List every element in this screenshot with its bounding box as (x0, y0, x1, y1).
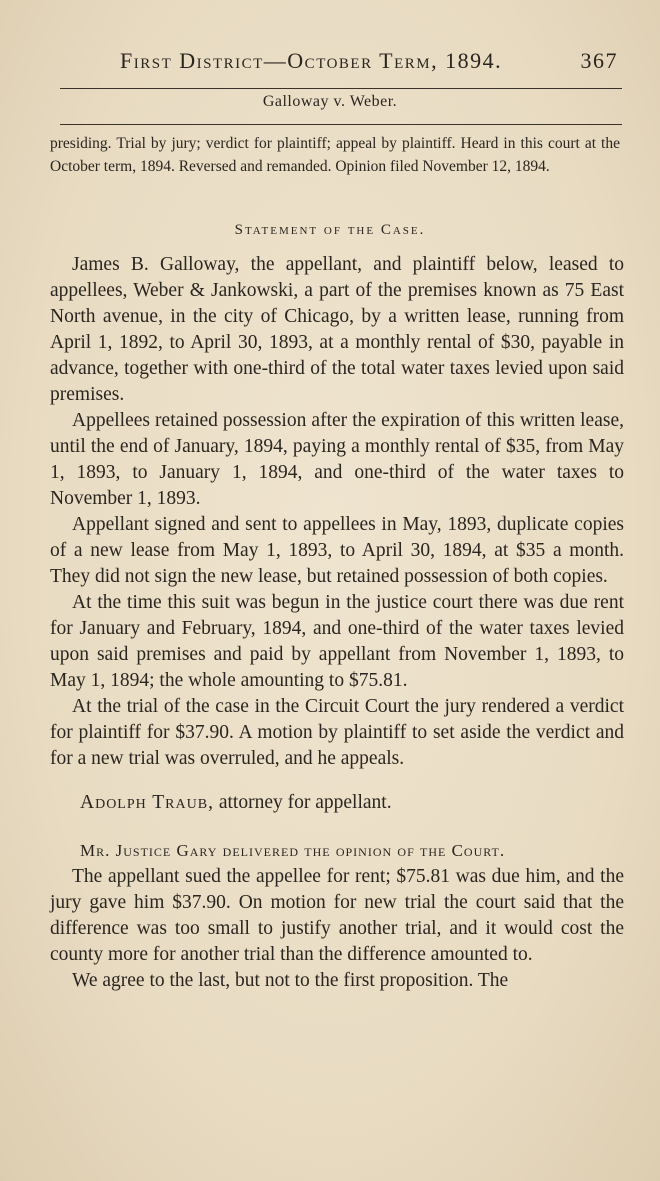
opinion-paragraph: We agree to the last, but not to the first proposition. The (72, 970, 509, 991)
opinion-heading: Mr. Justice Gary delivered the opinion of the Court. (80, 841, 506, 860)
statement-paragraph: At the time this suit was begun in the justice court there was due rent for January and February, 1894, and one-third of the water taxes levied upon said premises and paid by appellant from November 1, 1893, to May 1, 1894; the whole amounting to $75.81. (50, 592, 624, 691)
statement-paragraph: James B. Galloway, the appellant, and plaintiff below, leased to appellees, Weber & Jankowski, a part of the premises known as 75 East North avenue, in the city of Chicago, by a written lease, running from April 1, 1892, to April 30, 1893, at a monthly rental of $30, payable in advance, together with one-third of the total water taxes levied upon said premises. (50, 254, 624, 405)
statement-paragraph: Appellees retained possession after the expiration of this written lease, until the end of January, 1894, paying a monthly rental of $35, from May 1, 1893, to January 1, 1894, and one-third of the water taxes to November 1, 1893. (50, 410, 624, 509)
statement-heading: Statement of the Case. (234, 222, 426, 238)
running-head-title: First District—October Term, 1894. (120, 48, 503, 73)
attorney-role: attorney for appellant. (213, 792, 392, 813)
running-head (120, 48, 618, 74)
statement-paragraph: Appellant signed and sent to appellees in May, 1893, duplicate copies of a new lease from May 1, 1893, to April 30, 1894, at $35 a month. They did not sign the new lease, but retained possession of both copies. (50, 514, 624, 587)
body-text (50, 252, 624, 994)
case-name: Galloway v. Weber. (262, 93, 398, 110)
statement-paragraph: At the trial of the case in the Circuit Court the jury rendered a verdict for plaintiff for $37.90. A motion by plaintiff to set aside the verdict and for a new trial was overruled, and he appeals. (50, 696, 624, 769)
attorney-line (50, 790, 624, 816)
opening-summary: presiding. Trial by jury; verdict for plaintiff; appeal by plaintiff. Heard in this court at the October term, 1894. Reversed and remanded. Opinion filed November 12, 1894. (50, 135, 620, 175)
attorney-name: Adolph Traub, (80, 792, 214, 813)
page-number: 367 (580, 48, 618, 73)
top-rule (60, 88, 622, 89)
case-name-rule (60, 124, 622, 125)
opinion-paragraph: The appellant sued the appellee for rent; $75.81 was due him, and the jury gave him $37.90. On motion for new trial the court said that the difference was too small to justify another trial, and it would cost the county more for another trial than the difference amounted to. (50, 866, 624, 965)
